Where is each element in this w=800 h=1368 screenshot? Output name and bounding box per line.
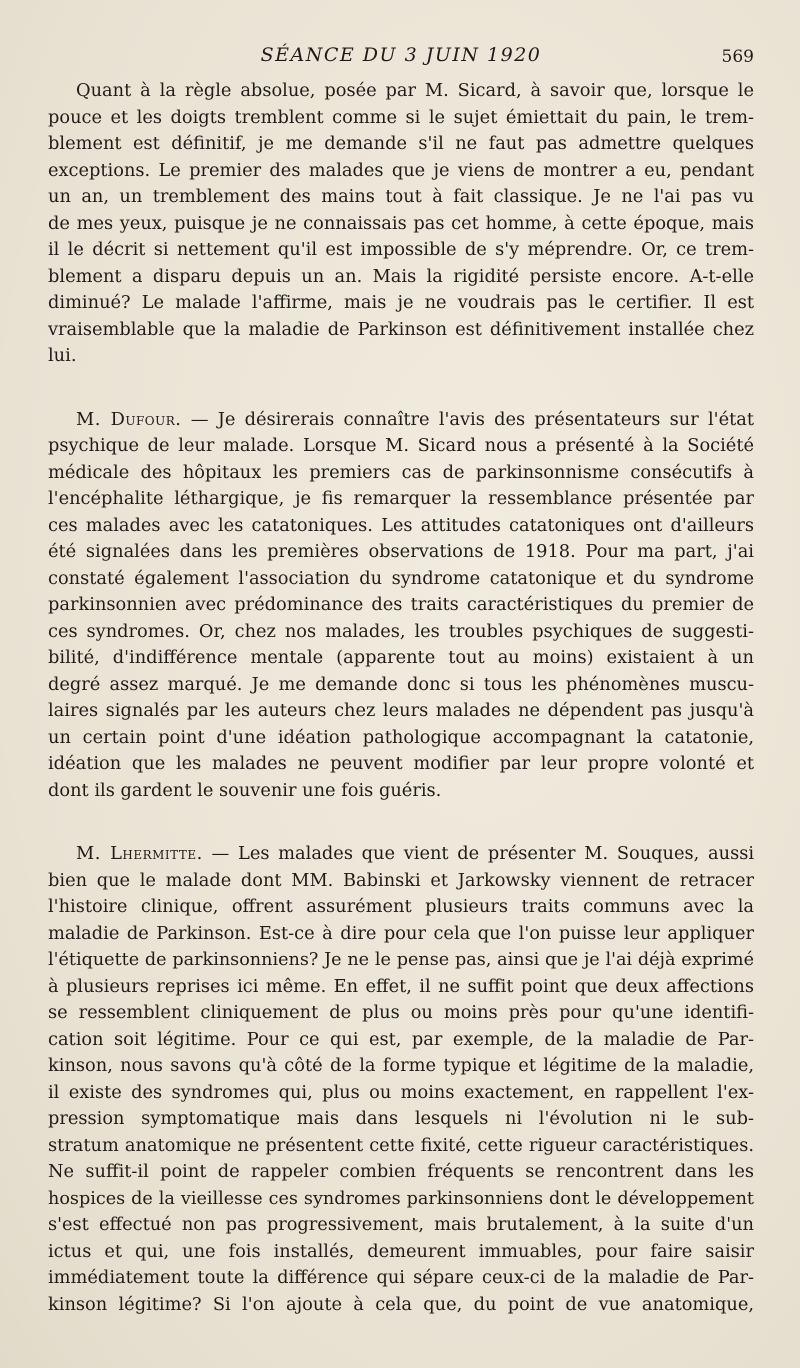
running-head: SÉANCE DU 3 JUIN 1920: [260, 44, 542, 66]
page-number: 569: [721, 47, 754, 67]
text-line: idéation que les malades ne peuvent modifier par leur propre volonté et: [48, 753, 754, 774]
text-line: pression symptomatique mais dans lesquels ni l'évolution ni le sub-: [48, 1108, 754, 1129]
text-line: Ne suffit-il point de rappeler combien fréquents se rencontrent dans les: [48, 1161, 754, 1182]
text-line: stratum anatomique ne présentent cette fixité, cette rigueur caractéristiques.: [48, 1134, 754, 1156]
text-line: été signalées dans les premières observations de 1918. Pour ma part, j'ai: [48, 541, 754, 562]
text-line: pouce et les doigts tremblent comme si le sujet émiettait du pain, le trem-: [48, 106, 754, 128]
paragraph-gap: [48, 370, 754, 407]
text-line: hospices de la vieillesse ces syndromes parkinsonniens dont le développement: [48, 1188, 754, 1209]
page-header: [48, 40, 754, 70]
text-line: immédiatement toute la différence qui sépare ceux-ci de la maladie de Par-: [48, 1267, 754, 1288]
text-line: un certain point d'une idéation pathologique accompagnant la catatonie,: [48, 726, 754, 748]
text-line: ces syndromes. Or, chez nos malades, les troubles psychiques de suggesti-: [48, 620, 754, 642]
text-line-with-speaker: [48, 841, 754, 868]
text-line: de mes yeux, puisque je ne connaissais pas cet homme, à cette époque, mais: [48, 212, 754, 234]
text-line: bien que le malade dont MM. Babinski et Jarkowsky viennent de retracer: [48, 869, 754, 891]
text-line: kinson, nous savons qu'à côté de la forme typique et légitime de la maladie,: [48, 1055, 754, 1076]
text-line: blement a disparu depuis un an. Mais la rigidité persiste encore. A-t-elle: [48, 265, 754, 287]
text-line: vraisemblable que la maladie de Parkinson est définitivement installée chez: [48, 318, 754, 340]
text-line: constaté également l'association du syndrome catatonique et du syndrome: [48, 567, 754, 589]
text-line: parkinsonnien avec prédominance des traits caractéristiques du premier de: [48, 594, 754, 615]
text-line: psychique de leur malade. Lorsque M. Sicard nous a présenté à la Société: [48, 435, 754, 456]
paragraph-gap: [48, 804, 754, 841]
text-line: degré assez marqué. Je me demande donc si tous les phénomènes muscu-: [48, 673, 754, 695]
text-line: blement est définitif, je me demande s'il ne faut pas admettre quelques: [48, 133, 754, 154]
text-line-rest: — Les malades que vient de présenter M. Souques, aussi: [202, 843, 755, 864]
text-line: un an, un tremblement des mains tout à fait classique. Je ne l'ai pas vu: [48, 186, 754, 207]
text-line-with-speaker: [48, 407, 754, 434]
text-line: maladie de Parkinson. Est-ce à dire pour cela que l'on puisse leur appliquer: [48, 922, 754, 944]
text-line: l'encéphalite léthargique, je fis remarquer la ressemblance présentée par: [48, 488, 754, 509]
text-line: ictus et qui, une fois installés, demeurent immuables, pour faire saisir: [48, 1240, 754, 1262]
text-line: exceptions. Le premier des malades que je viens de montrer a eu, pendant: [48, 159, 754, 181]
paragraph-1: [48, 78, 754, 370]
text-line: diminué? Le malade l'affirme, mais je ne voudrais pas le certifier. Il est: [48, 292, 754, 313]
text-line-rest: — Je désirerais connaître l'avis des présentateurs sur l'état: [181, 408, 754, 430]
text-line: s'est effectué non pas progressivement, mais brutalement, à la suite d'un: [48, 1214, 754, 1235]
text-line: dont ils gardent le souvenir une fois guéris.: [48, 779, 442, 801]
text-line: laires signalés par les auteurs chez leurs malades ne dépendent pas jusqu'à: [48, 700, 754, 721]
paragraph-2: [48, 407, 754, 805]
speaker-name: M. Dufour.: [76, 408, 182, 430]
text-line: kinson légitime? Si l'on ajoute à cela que, du point de vue anatomique,: [48, 1293, 754, 1315]
text-line: lui.: [48, 345, 77, 366]
body-text: [48, 78, 754, 1318]
text-line: l'étiquette de parkinsonniens? Je ne le pense pas, ainsi que je l'ai déjà exprimé: [48, 950, 754, 970]
text-line: cation soit légitime. Pour ce qui est, par exemple, de la maladie de Par-: [48, 1028, 754, 1050]
paragraph-3: [48, 841, 754, 1318]
text-line: à plusieurs reprises ici même. En effet, il ne suffit point que deux affections: [48, 975, 754, 997]
text-line: l'histoire clinique, offrent assurément plusieurs traits communs avec la: [48, 896, 754, 917]
text-line: médicale des hôpitaux les premiers cas de parkinsonnisme consécutifs à: [48, 461, 754, 483]
text-line: se ressemblent cliniquement de plus ou moins près pour qu'une identifi-: [48, 1002, 754, 1023]
text-line: il existe des syndromes qui, plus ou moins exactement, en rappellent l'ex-: [48, 1081, 754, 1103]
text-line: Quant à la règle absolue, posée par M. Sicard, à savoir que, lorsque le: [76, 80, 754, 101]
speaker-name: M. Lhermitte.: [76, 843, 203, 864]
text-line: ces malades avec les catatoniques. Les attitudes catatoniques ont d'ailleurs: [48, 514, 754, 536]
text-line: bilité, d'indifférence mentale (apparente tout au moins) existaient à un: [48, 647, 754, 668]
text-line: il le décrit si nettement qu'il est impossible de s'y méprendre. Or, ce trem-: [48, 239, 754, 260]
